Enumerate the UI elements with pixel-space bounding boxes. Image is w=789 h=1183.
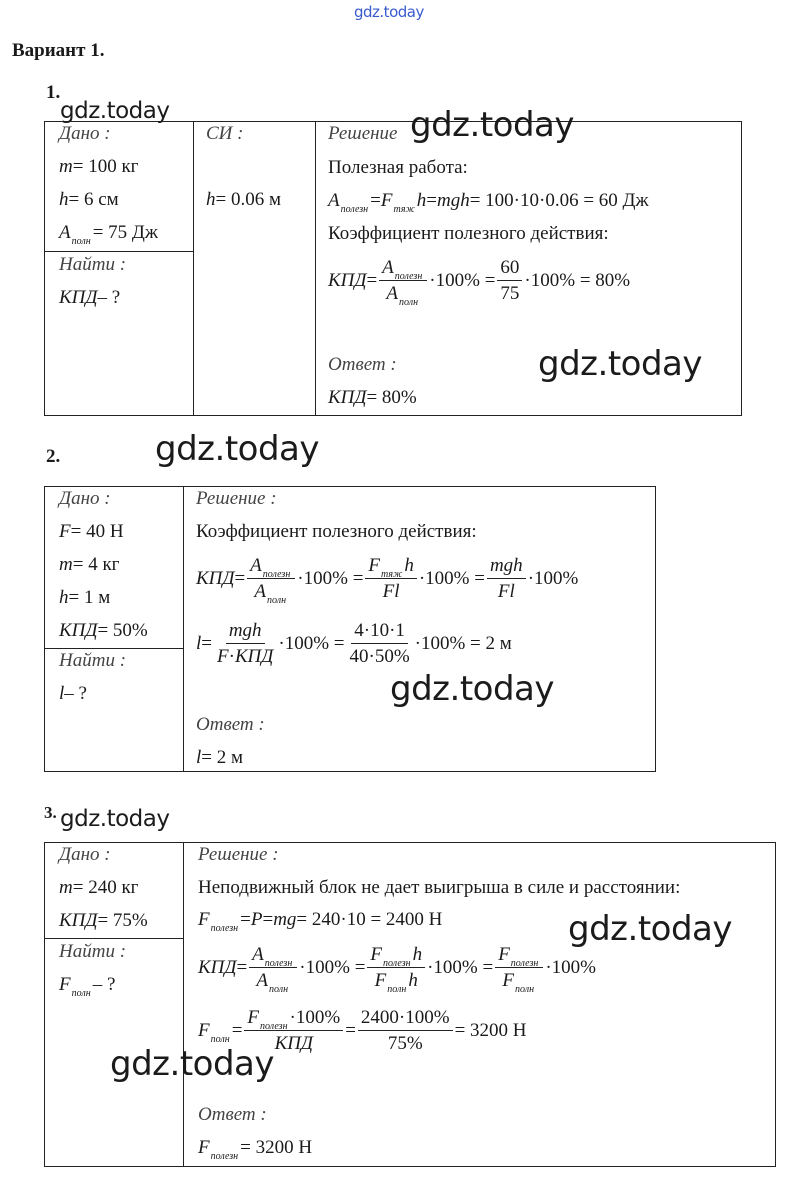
formula-fraction [367, 944, 425, 995]
formula-text: ·100% = [427, 957, 494, 978]
fraction-denominator [383, 281, 423, 308]
formula-text: = 2 м [201, 747, 244, 768]
formula-text: = [370, 190, 381, 211]
answer-line [328, 385, 417, 411]
formula-variable: F [368, 555, 381, 576]
formula-subscript: полезн [394, 271, 423, 282]
find-label: Найти : [59, 650, 127, 671]
watermark: gdz.today [410, 105, 574, 145]
watermark: gdz.today [538, 344, 702, 384]
watermark: gdz.today [568, 909, 732, 949]
formula-variable: A [254, 581, 266, 602]
watermark-top: gdz.today [354, 3, 424, 21]
formula-text: = [240, 909, 251, 930]
formula-text: = [201, 633, 212, 654]
formula-variable: mg [273, 909, 297, 930]
formula-text: = 40 Н [70, 521, 124, 542]
watermark: gdz.today [390, 669, 554, 709]
formula-variable: A [256, 970, 268, 991]
fraction-denominator [372, 968, 421, 995]
formula-variable: mgh [489, 555, 523, 576]
fraction-denominator [347, 644, 413, 668]
formula-text: ·100% = [418, 568, 485, 589]
problem-3-number: 3. [44, 803, 57, 822]
solution-line [196, 519, 477, 545]
fraction-denominator [253, 968, 293, 995]
column-divider [183, 843, 184, 1166]
formula-subscripted [328, 190, 370, 215]
formula-variable: A [382, 257, 394, 278]
solution-line [196, 549, 578, 609]
watermark: gdz.today [110, 1044, 274, 1084]
formula-variable: h [59, 587, 69, 608]
formula-text: = [366, 270, 378, 291]
formula-fraction [365, 555, 416, 603]
formula-subscript: полн [398, 297, 419, 308]
given-item [59, 154, 138, 180]
formula-fraction [347, 620, 413, 668]
variant-title: Вариант 1. [12, 40, 105, 61]
formula-variable: A [252, 944, 264, 965]
formula-variable: Fl [497, 581, 515, 602]
formula-text: – ? [97, 287, 121, 308]
answer-line [196, 745, 243, 771]
formula-text: = 4 кг [72, 554, 120, 575]
formula-text: = 0.06 м [215, 189, 281, 210]
formula-fraction [487, 555, 526, 603]
formula-text: Коэффициент полезного действия: [328, 223, 609, 244]
si-item [206, 187, 281, 213]
formula-subscripted [256, 970, 290, 995]
formula-text: ·100% = [429, 270, 496, 291]
formula-subscript: полезн [383, 958, 411, 969]
formula-text: 75 [500, 283, 520, 304]
formula-text: = 3200 Н [454, 1020, 527, 1041]
column-divider [315, 122, 316, 415]
formula-subscripted [374, 970, 409, 995]
solution-line [328, 188, 649, 214]
formula-text: ·100% [527, 568, 579, 589]
find-item [59, 681, 87, 707]
solution-label: Решение : [196, 488, 277, 509]
solution-line [328, 155, 468, 181]
formula-fraction [214, 620, 276, 668]
formula-subscripted [380, 190, 417, 215]
fraction-numerator [487, 555, 526, 579]
formula-variable: A [59, 222, 71, 243]
formula-text: ·100% = [278, 633, 345, 654]
formula-subscripted [250, 555, 292, 580]
formula-text: = [234, 568, 246, 589]
formula-text: = [262, 909, 274, 930]
given-item [59, 519, 124, 545]
formula-text: – ? [92, 974, 116, 995]
watermark: gdz.today [155, 429, 319, 469]
formula-variable: F [198, 1137, 210, 1158]
find-label: Найти : [59, 941, 127, 962]
find-item [59, 972, 115, 998]
formula-fraction [247, 555, 295, 606]
formula-variable: F [59, 521, 71, 542]
formula-text: = [231, 1020, 243, 1041]
fraction-denominator [214, 644, 276, 668]
given-label: Дано : [59, 123, 111, 144]
column-divider [183, 487, 184, 771]
formula-variable: m [59, 156, 73, 177]
formula-subscript: полезн [510, 958, 539, 969]
solution-line [196, 614, 512, 674]
formula-subscript: полн [71, 236, 91, 247]
formula-text: 4·10·1 [354, 620, 405, 641]
formula-variable: F [502, 970, 515, 991]
formula-variable: m [59, 554, 73, 575]
formula-variable: m [59, 877, 73, 898]
formula-variable: mgh [228, 620, 262, 641]
formula-variable: P [250, 909, 263, 930]
formula-variable: h [416, 190, 427, 211]
formula-subscript: полезн [210, 923, 239, 934]
fraction-numerator [379, 257, 427, 281]
formula-subscript: полн [515, 984, 535, 995]
formula-text: ·100% = [297, 568, 364, 589]
formula-subscripted [498, 944, 540, 969]
given-item [59, 585, 110, 611]
formula-text: = 3200 Н [240, 1137, 313, 1158]
formula-variable: F [59, 974, 71, 995]
watermark: gdz.today [60, 98, 170, 124]
formula-text: = 240 кг [72, 877, 139, 898]
formula-variable: l [196, 747, 202, 768]
formula-subscripted [59, 222, 93, 247]
formula-text: = [345, 1020, 356, 1041]
formula-text: · [228, 646, 235, 667]
formula-text: ·100% [289, 1007, 341, 1028]
formula-text: Неподвижный блок не дает выигрыша в силе и расстоянии: [198, 877, 681, 898]
formula-variable: F [217, 646, 229, 667]
formula-text: ·100% = 80% [524, 270, 631, 291]
given-label: Дано : [59, 488, 111, 509]
given-item [59, 618, 148, 644]
given-item [59, 552, 119, 578]
formula-text: ·100% = [299, 957, 366, 978]
formula-subscripted [368, 555, 404, 580]
formula-fraction [249, 944, 297, 995]
formula-variable: A [250, 555, 262, 576]
solution-line [198, 875, 680, 901]
formula-subscript: полн [268, 984, 289, 995]
solution-line [328, 221, 609, 247]
formula-text: = 6 см [68, 189, 119, 210]
fraction-numerator [244, 1007, 343, 1031]
formula-fraction [379, 257, 427, 308]
formula-text: Коэффициент полезного действия: [196, 521, 477, 542]
fraction-numerator [249, 944, 297, 968]
formula-subscript: тяж [393, 204, 415, 215]
solution-label: Решение : [198, 844, 279, 865]
fraction-denominator [251, 579, 291, 606]
formula-text: = [236, 957, 248, 978]
formula-text: = 75% [97, 910, 148, 931]
formula-text: = 50% [97, 620, 148, 641]
formula-variable: КПД [59, 910, 98, 931]
formula-fraction [358, 1007, 453, 1055]
problem-2-number: 2. [46, 446, 61, 467]
formula-text: ·100% = 2 м [414, 633, 512, 654]
formula-variable: A [328, 190, 340, 211]
formula-variable: КПД [328, 270, 367, 291]
formula-subscript: полн [266, 595, 287, 606]
formula-variable: h [206, 189, 216, 210]
formula-subscripted [386, 283, 420, 308]
fraction-numerator [247, 555, 295, 579]
answer-label: Ответ : [328, 354, 397, 375]
formula-subscripted [59, 974, 93, 999]
formula-text: = [426, 190, 437, 211]
fraction-numerator [495, 944, 543, 968]
solution-line [198, 907, 442, 933]
si-label: СИ : [206, 123, 244, 144]
solution-label: Решение [328, 123, 398, 144]
formula-text: – ? [64, 683, 87, 704]
watermark: gdz.today [60, 806, 170, 832]
formula-variable: КПД [196, 568, 235, 589]
formula-variable: l [59, 683, 65, 704]
formula-subscripted [370, 944, 412, 969]
formula-subscript: полн [210, 1034, 230, 1045]
formula-variable: F [198, 1020, 210, 1041]
formula-fraction [495, 944, 543, 995]
formula-text: 40·50% [349, 646, 410, 667]
formula-variable: h [408, 970, 418, 991]
answer-line [198, 1135, 312, 1161]
formula-text: ·100% [545, 957, 596, 978]
formula-subscript: тяж [381, 569, 403, 580]
formula-variable: F [374, 970, 387, 991]
find-item [59, 285, 120, 311]
formula-subscripted [382, 257, 424, 282]
formula-subscripted [198, 1137, 240, 1162]
formula-variable: F [247, 1007, 260, 1028]
formula-subscript: полн [71, 988, 91, 999]
fraction-numerator [367, 944, 425, 968]
formula-text: = 1 м [68, 587, 111, 608]
formula-subscripted [198, 1020, 232, 1045]
formula-subscript: полезн [340, 204, 369, 215]
formula-subscripted [502, 970, 536, 995]
given-label: Дано : [59, 844, 111, 865]
formula-variable: F [198, 909, 210, 930]
answer-label: Ответ : [198, 1104, 267, 1125]
fraction-denominator [380, 579, 403, 603]
given-item [59, 908, 148, 934]
formula-variable: h [412, 944, 423, 965]
given-item [59, 187, 119, 213]
answer-label: Ответ : [196, 714, 265, 735]
fraction-denominator [385, 1031, 426, 1055]
formula-variable: Fl [382, 581, 400, 602]
solution-line [328, 251, 630, 311]
formula-variable: КПД [234, 646, 274, 667]
formula-variable: F [498, 944, 510, 965]
formula-subscript: полезн [260, 1021, 288, 1032]
formula-text: 2400·100% [360, 1007, 450, 1028]
fraction-numerator [358, 1007, 453, 1031]
fraction-numerator [365, 555, 416, 579]
formula-subscripted [252, 944, 294, 969]
fraction-denominator [499, 968, 539, 995]
given-item [59, 220, 158, 246]
find-label: Найти : [59, 254, 127, 275]
formula-variable: mgh [436, 190, 470, 211]
formula-subscripted [198, 909, 240, 934]
formula-variable: КПД [59, 287, 98, 308]
formula-subscripted [247, 1007, 289, 1032]
formula-variable: l [196, 633, 202, 654]
formula-text: 60 [500, 257, 520, 278]
problem-1-number: 1. [46, 82, 61, 103]
formula-text: 75% [387, 1033, 423, 1054]
fraction-numerator [226, 620, 265, 644]
formula-text: = 80% [366, 387, 417, 408]
formula-subscript: полезн [262, 569, 291, 580]
fraction-numerator [497, 257, 522, 281]
fraction-numerator [351, 620, 408, 644]
formula-text: Полезная работа: [328, 157, 468, 178]
formula-variable: A [386, 283, 398, 304]
formula-text: = 100·10·0.06 = 60 Дж [469, 190, 649, 211]
formula-variable: КПД [274, 1033, 314, 1054]
fraction-denominator [497, 281, 522, 305]
fraction-denominator [495, 579, 518, 603]
given-item [59, 875, 138, 901]
formula-variable: КПД [59, 620, 98, 641]
formula-variable: КПД [198, 957, 237, 978]
formula-subscript: полезн [210, 1151, 239, 1162]
formula-text: = 75 Дж [92, 222, 158, 243]
formula-subscript: полн [387, 984, 407, 995]
solution-line [198, 938, 596, 998]
formula-variable: КПД [328, 387, 367, 408]
formula-text: = 100 кг [72, 156, 139, 177]
formula-text: = 240·10 = 2400 Н [296, 909, 443, 930]
formula-fraction [497, 257, 522, 305]
formula-variable: h [59, 189, 69, 210]
formula-subscripted [254, 581, 288, 606]
fraction-denominator [272, 1031, 316, 1055]
formula-subscript: полезн [264, 958, 293, 969]
formula-variable: h [404, 555, 414, 576]
formula-variable: F [380, 190, 393, 211]
column-divider [193, 122, 194, 415]
formula-variable: F [370, 944, 383, 965]
